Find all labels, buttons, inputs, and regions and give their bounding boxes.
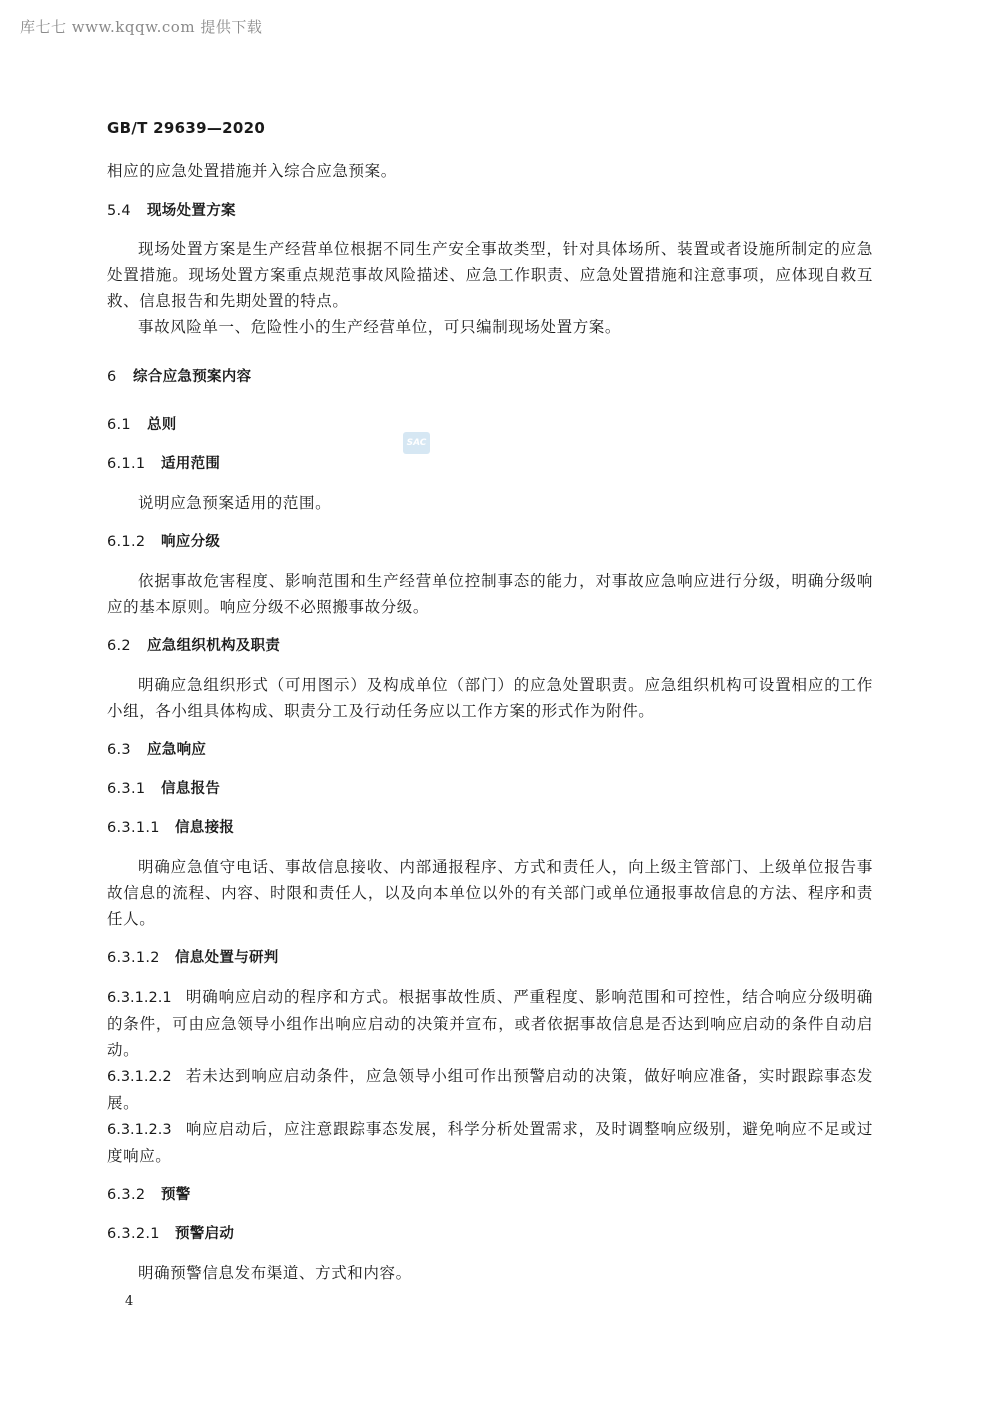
heading-6-3-1-2 xyxy=(107,945,873,971)
section-title: 综合应急预案内容 xyxy=(133,369,252,385)
paragraph: 现场处置方案是生产经营单位根据不同生产安全事故类型，针对具体场所、装置或者设施所制定的应急处置措施。现场处置方案重点规范事故风险描述、应急工作职责、应急处置措施和注意事项，应体现自救互救、信息报告和先期处置的特点。 xyxy=(107,240,873,310)
heading-6-3-1 xyxy=(107,776,873,802)
section-title: 现场处置方案 xyxy=(147,203,236,219)
clause-number: 6.3.1.2.3 xyxy=(107,1122,172,1138)
section-title: 信息处置与研判 xyxy=(175,950,279,966)
heading-6-1 xyxy=(107,412,873,438)
section-title: 应急响应 xyxy=(147,742,207,758)
section-title: 预警启动 xyxy=(175,1226,235,1242)
section-title: 应急组织机构及职责 xyxy=(147,638,281,654)
heading-6-3 xyxy=(107,737,873,763)
heading-6-2 xyxy=(107,633,873,659)
section-number: 6.3.1.1 xyxy=(107,820,160,836)
heading-6-1-1 xyxy=(107,451,873,477)
numbered-paragraph xyxy=(107,984,873,1063)
heading-6 xyxy=(107,364,873,390)
section-number: 6.1.1 xyxy=(107,456,146,472)
heading-5-4 xyxy=(107,198,873,224)
section-number: 6.3.2 xyxy=(107,1187,146,1203)
paragraph: 相应的应急处置措施并入综合应急预案。 xyxy=(107,162,397,180)
paragraph: 明确预警信息发布渠道、方式和内容。 xyxy=(138,1264,412,1282)
section-number: 6 xyxy=(107,369,117,385)
numbered-paragraph xyxy=(107,1063,873,1116)
section-number: 6.2 xyxy=(107,638,131,654)
document-body xyxy=(107,158,873,1286)
page-number: 4 xyxy=(125,1294,134,1309)
download-watermark: 库七七 www.kqqw.com 提供下载 xyxy=(20,18,263,36)
section-number: 6.3 xyxy=(107,742,131,758)
section-title: 预警 xyxy=(161,1187,191,1203)
heading-6-1-2 xyxy=(107,529,873,555)
clause-number: 6.3.1.2.1 xyxy=(107,990,172,1006)
section-number: 5.4 xyxy=(107,203,131,219)
clause-number: 6.3.1.2.2 xyxy=(107,1069,172,1085)
section-title: 总则 xyxy=(147,417,177,433)
section-title: 适用范围 xyxy=(161,456,221,472)
section-number: 6.3.1 xyxy=(107,781,146,797)
section-number: 6.1 xyxy=(107,417,131,433)
standard-code: GB/T 29639—2020 xyxy=(107,119,266,137)
clause-text: 若未达到响应启动条件，应急领导小组可作出预警启动的决策，做好响应准备，实时跟踪事态发展。 xyxy=(107,1067,873,1112)
paragraph: 依据事故危害程度、影响范围和生产经营单位控制事态的能力，对事故应急响应进行分级，明确分级响应的基本原则。响应分级不必照搬事故分级。 xyxy=(107,572,873,616)
section-number: 6.3.1.2 xyxy=(107,950,160,966)
paragraph: 事故风险单一、危险性小的生产经营单位，可只编制现场处置方案。 xyxy=(138,318,622,336)
paragraph: 明确应急组织形式（可用图示）及构成单位（部门）的应急处置职责。应急组织机构可设置相应的工作小组，各小组具体构成、职责分工及行动任务应以工作方案的形式作为附件。 xyxy=(107,676,873,720)
section-title: 响应分级 xyxy=(161,534,221,550)
clause-text: 明确响应启动的程序和方式。根据事故性质、严重程度、影响范围和可控性，结合响应分级明确的条件，可由应急领导小组作出响应启动的决策并宣布，或者依据事故信息是否达到响应启动的条件自动启动。 xyxy=(107,988,873,1059)
section-title: 信息接报 xyxy=(175,820,235,836)
sac-logo: SAC xyxy=(403,432,430,454)
section-number: 6.3.2.1 xyxy=(107,1226,160,1242)
paragraph: 明确应急值守电话、事故信息接收、内部通报程序、方式和责任人，向上级主管部门、上级单位报告事故信息的流程、内容、时限和责任人，以及向本单位以外的有关部门或单位通报事故信息的方法、程序和责任人。 xyxy=(107,858,873,928)
heading-6-3-1-1 xyxy=(107,815,873,841)
heading-6-3-2 xyxy=(107,1182,873,1208)
clause-text: 响应启动后，应注意跟踪事态发展，科学分析处置需求，及时调整响应级别，避免响应不足或过度响应。 xyxy=(107,1120,873,1165)
numbered-paragraph xyxy=(107,1116,873,1169)
heading-6-3-2-1 xyxy=(107,1221,873,1247)
section-title: 信息报告 xyxy=(161,781,221,797)
paragraph: 说明应急预案适用的范围。 xyxy=(138,494,332,512)
section-number: 6.1.2 xyxy=(107,534,146,550)
